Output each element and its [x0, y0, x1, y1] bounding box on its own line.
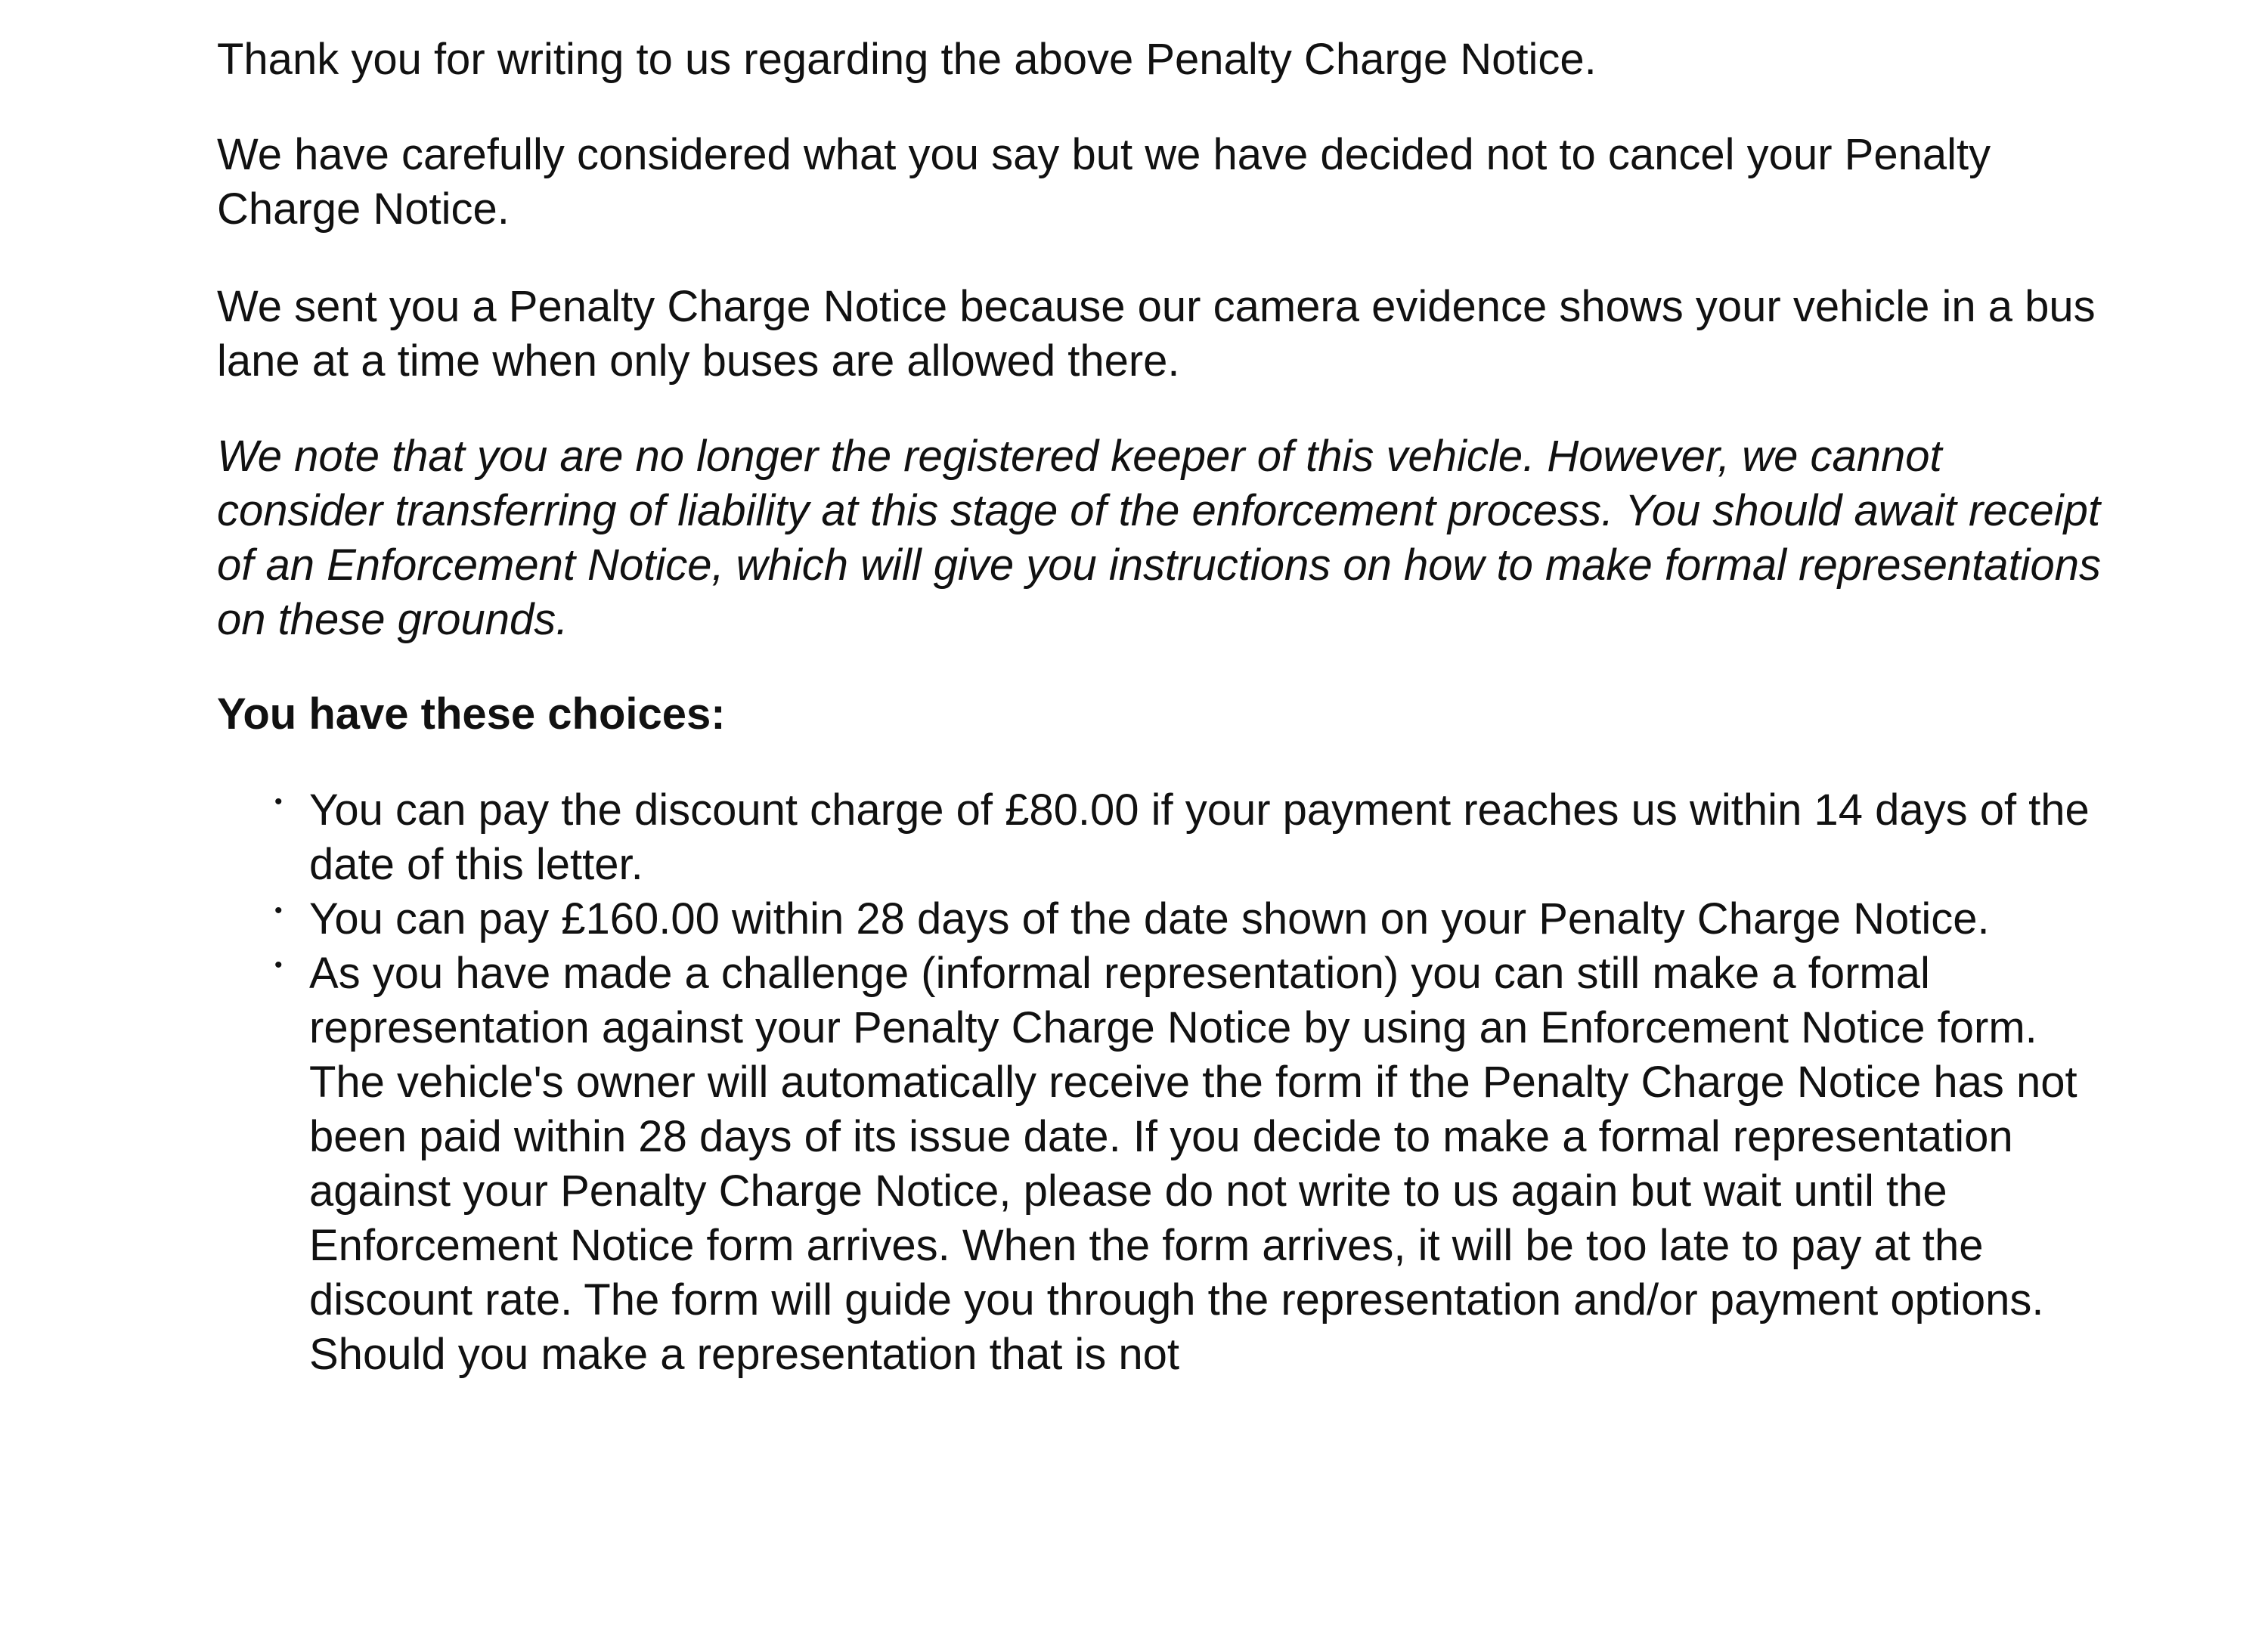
- choices-heading: You have these choices:: [217, 689, 726, 739]
- choice-item: [217, 783, 2122, 892]
- choices-list: [217, 783, 2122, 1382]
- bullet-icon: •: [274, 898, 283, 923]
- bullet-icon: •: [274, 789, 283, 814]
- choice-item: [217, 892, 2122, 946]
- decision-paragraph: We have carefully considered what you say but we have decided not to cancel your Penalty Charge Notice.: [217, 130, 1991, 234]
- keeper-note-paragraph: We note that you are no longer the registered keeper of this vehicle. However, we cannot consider transferring of liability at this stage of the enforcement process. You should await receipt of an Enforcement Notice, which will give you instructions on how to make formal representations on these grounds.: [217, 432, 2101, 644]
- choice-text: You can pay the discount charge of £80.00 if your payment reaches us within 14 days of the date of this letter.: [309, 785, 2090, 889]
- choice-text: As you have made a challenge (informal representation) you can still make a formal representation against your Penalty Charge Notice by using an Enforcement Notice form. The vehicle's owner will automatically receive the form if the Penalty Charge Notice has not been paid within 28 days of its issue date. If you decide to make a formal representation against your Penalty Charge Notice, please do not write to us again but wait until the Enforcement Notice form arrives. When the form arrives, it will be too late to pay at the discount rate. The form will guide you through the representation and/or payment options. Should you make a representation that is not: [309, 949, 2077, 1379]
- bullet-icon: •: [274, 953, 283, 977]
- choice-text: You can pay £160.00 within 28 days of the date shown on your Penalty Charge Notice.: [309, 894, 1990, 943]
- choice-item: [217, 946, 2122, 1382]
- reason-paragraph: We sent you a Penalty Charge Notice because our camera evidence shows your vehicle in a bus lane at a time when only buses are allowed there.: [217, 282, 2096, 386]
- intro-paragraph: Thank you for writing to us regarding the above Penalty Charge Notice.: [217, 35, 1597, 84]
